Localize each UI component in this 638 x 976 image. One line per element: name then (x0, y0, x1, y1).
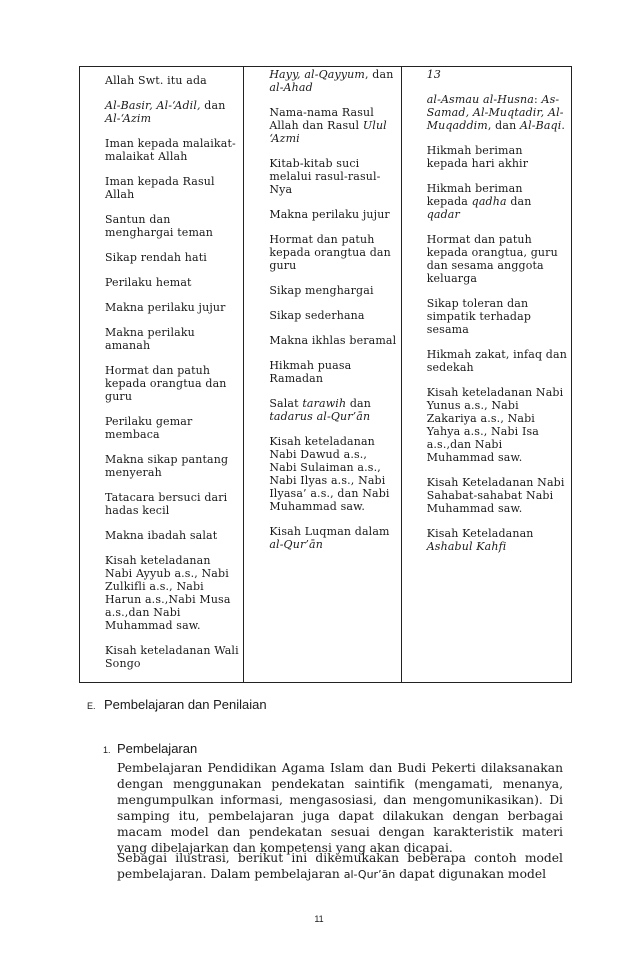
bullet-icon (252, 525, 269, 551)
list-col-1 (80, 67, 243, 670)
list-item (252, 334, 396, 347)
list-item (410, 348, 567, 374)
list-col-2-continued (244, 67, 400, 94)
list-item-text: Kisah Keteladanan Nabi Sahabat-sahabat Nabi Muhammad saw. (426, 476, 565, 515)
list-item-text: Nama-nama Rasul Allah dan Rasul Ulul ‘Azmi (269, 106, 387, 145)
list-item (88, 74, 239, 87)
paragraph: Pembelajaran Pendidikan Agama Islam dan Budi Pekerti dilaksanakan dengan menggunakan pendekatan saintifik (mengamati, menanya, mengumpulkan informasi, mengasosiasi, dan mengomunikasikan). Di samping itu, pembelajaran juga dapat dilakukan dengan berbagai macam model dan pendekatan sesuai dengan karakteristik materi yang dibelajarkan dan kompetensi yang akan dicapai. (117, 761, 563, 855)
list-item (410, 182, 567, 221)
bullet-icon (410, 297, 427, 336)
bullet-icon (88, 644, 105, 670)
list-item-text: Iman kepada Rasul Allah (105, 175, 215, 201)
list-item (88, 453, 239, 479)
list-item (410, 233, 567, 285)
list-item-text: Kisah keteladanan Nabi Dawud a.s., Nabi Sulaiman a.s., Nabi Ilyas a.s., Nabi Ilyasa’ a.s., dan Nabi Muhammad saw. (269, 435, 390, 513)
page-number: 11 (314, 914, 324, 924)
list-item-text: Salat tarawih dan tadarus al-Qur’ān (269, 397, 371, 423)
list-item-text: Hormat dan patuh kepada orangtua dan guru (105, 364, 227, 403)
bullet-icon (252, 284, 269, 297)
list-col-3-continued (402, 67, 571, 81)
list-item-text: Sikap sederhana (269, 309, 365, 322)
bullet-icon (410, 233, 427, 285)
bullet-icon (252, 359, 269, 385)
list-item (410, 476, 567, 515)
content-table (79, 66, 572, 683)
list-col-2 (244, 106, 400, 551)
list-item (88, 213, 239, 239)
list-item-text: Hikmah puasa Ramadan (269, 359, 352, 385)
list-item-text: Hikmah zakat, infaq dan sedekah (426, 348, 567, 374)
list-item-text: Santun dan menghargai teman (105, 213, 213, 239)
bullet-icon (410, 93, 427, 132)
table-column-1 (80, 67, 244, 683)
list-item-text: Sikap toleran dan simpatik terhadap sesama (426, 297, 532, 336)
list-item (410, 527, 567, 553)
bullet-icon (252, 106, 269, 145)
list-item-text: Sikap menghargai (269, 284, 374, 297)
list-item-text: Perilaku gemar membaca (105, 415, 193, 441)
bullet-icon (88, 213, 105, 239)
list-item-text: Makna ibadah salat (105, 529, 218, 542)
section-letter: E. (87, 701, 96, 711)
list-item (88, 529, 239, 542)
list-item-text: Hayy, al-Qayyum, dan al-Ahad (269, 68, 394, 94)
bullet-icon (88, 364, 105, 403)
bullet-icon (252, 435, 269, 513)
subsection-number: 1. (103, 745, 111, 755)
list-item-text: Makna sikap pantang menyerah (105, 453, 229, 479)
list-item (88, 276, 239, 289)
bullet-icon (88, 301, 105, 314)
list-item-text: Al-Basir, Al-‘Adil, dan Al-‘Azim (105, 99, 226, 125)
list-item (88, 99, 239, 125)
list-item (410, 68, 567, 81)
subsection-heading (103, 741, 197, 756)
list-item (88, 251, 239, 264)
bullet-icon (252, 157, 269, 196)
list-item-text: Makna perilaku amanah (105, 326, 195, 352)
list-item (252, 233, 396, 272)
list-item-text: Sikap rendah hati (105, 251, 207, 264)
list-item-text: 13 (426, 68, 442, 81)
list-item (252, 284, 396, 297)
list-item-text: Hikmah beriman kepada hari akhir (426, 144, 529, 170)
list-item (88, 554, 239, 632)
list-item (252, 68, 396, 94)
list-item (410, 297, 567, 336)
list-item (88, 175, 239, 201)
bullet-icon (252, 208, 269, 221)
table-column-3 (401, 67, 571, 683)
bullet-icon (88, 491, 105, 517)
section-heading (87, 697, 267, 712)
list-item (88, 326, 239, 352)
section-title: Pembelajaran dan Penilaian (104, 697, 267, 712)
bullet-icon (88, 554, 105, 632)
list-item (410, 93, 567, 132)
list-item-text: Hikmah beriman kepada qadha dan qadar (426, 182, 532, 221)
bullet-icon (410, 348, 427, 374)
bullet-icon (252, 397, 269, 423)
list-item-text: Makna perilaku jujur (105, 301, 226, 314)
bullet-icon (410, 144, 427, 170)
list-item-text: Makna perilaku jujur (269, 208, 390, 221)
list-item (88, 137, 239, 163)
list-item-text: Kitab-kitab suci melalui rasul-rasul-Nya (269, 157, 381, 196)
list-item (252, 435, 396, 513)
list-item-text: Perilaku hemat (105, 276, 192, 289)
bullet-icon (410, 476, 427, 515)
table-column-2 (244, 67, 401, 683)
bullet-icon (88, 415, 105, 441)
bullet-icon (88, 175, 105, 201)
list-item (252, 106, 396, 145)
list-item-text: Kisah keteladanan Nabi Ayyub a.s., Nabi Zulkifli a.s., Nabi Harun a.s.,Nabi Musa a.s.,dan Nabi Muhammad saw. (105, 554, 231, 632)
list-item (252, 309, 396, 322)
bullet-icon (88, 529, 105, 542)
list-item-text: Kisah keteladanan Wali Songo (105, 644, 239, 670)
list-item (252, 359, 396, 385)
list-item (252, 157, 396, 196)
list-item (410, 144, 567, 170)
paragraph: Sebagai ilustrasi, berikut ini dikemukakan beberapa contoh model pembelajaran. Dalam pembelajaran al-Qur’ān dapat digunakan model (117, 851, 563, 881)
list-item (88, 415, 239, 441)
list-item (252, 397, 396, 423)
list-item-text: Makna ikhlas beramal (269, 334, 397, 347)
bullet-icon (410, 182, 427, 221)
list-item (410, 386, 567, 464)
list-col-3 (402, 93, 571, 553)
list-item (88, 644, 239, 670)
list-item (88, 364, 239, 403)
bullet-icon (88, 99, 105, 125)
list-item (252, 208, 396, 221)
bullet-icon (252, 309, 269, 322)
bullet-icon (252, 334, 269, 347)
list-item-text: Kisah Keteladanan Ashabul Kahfi (426, 527, 534, 553)
list-item (252, 525, 396, 551)
list-item-text: Allah Swt. itu ada (105, 74, 207, 87)
list-item-text: Kisah Luqman dalam al-Qur’ān (269, 525, 390, 551)
bullet-icon (252, 233, 269, 272)
bullet-icon (88, 137, 105, 163)
subsection-title: Pembelajaran (117, 741, 198, 756)
list-item (88, 301, 239, 314)
bullet-icon (88, 251, 105, 264)
list-item (88, 491, 239, 517)
list-item-text: Iman kepada malaikat-malaikat Allah (105, 137, 236, 163)
bullet-icon (88, 276, 105, 289)
bullet-icon (88, 326, 105, 352)
list-item-text: Kisah keteladanan Nabi Yunus a.s., Nabi Zakariya a.s., Nabi Yahya a.s., Nabi Isa a.s.,dan Nabi Muhammad saw. (426, 386, 564, 464)
list-item-text: Tatacara bersuci dari hadas kecil (105, 491, 228, 517)
list-item-text: Hormat dan patuh kepada orangtua, guru dan sesama anggota keluarga (426, 233, 558, 285)
bullet-icon (88, 453, 105, 479)
bullet-icon (410, 386, 427, 464)
list-item-text: Hormat dan patuh kepada orangtua dan guru (269, 233, 391, 272)
bullet-icon (88, 74, 105, 87)
bullet-icon (410, 527, 427, 553)
list-item-text: al-Asmau al-Husna: As-Samad, Al-Muqtadir, Al-Muqaddim, dan Al-Baqi. (426, 93, 566, 132)
